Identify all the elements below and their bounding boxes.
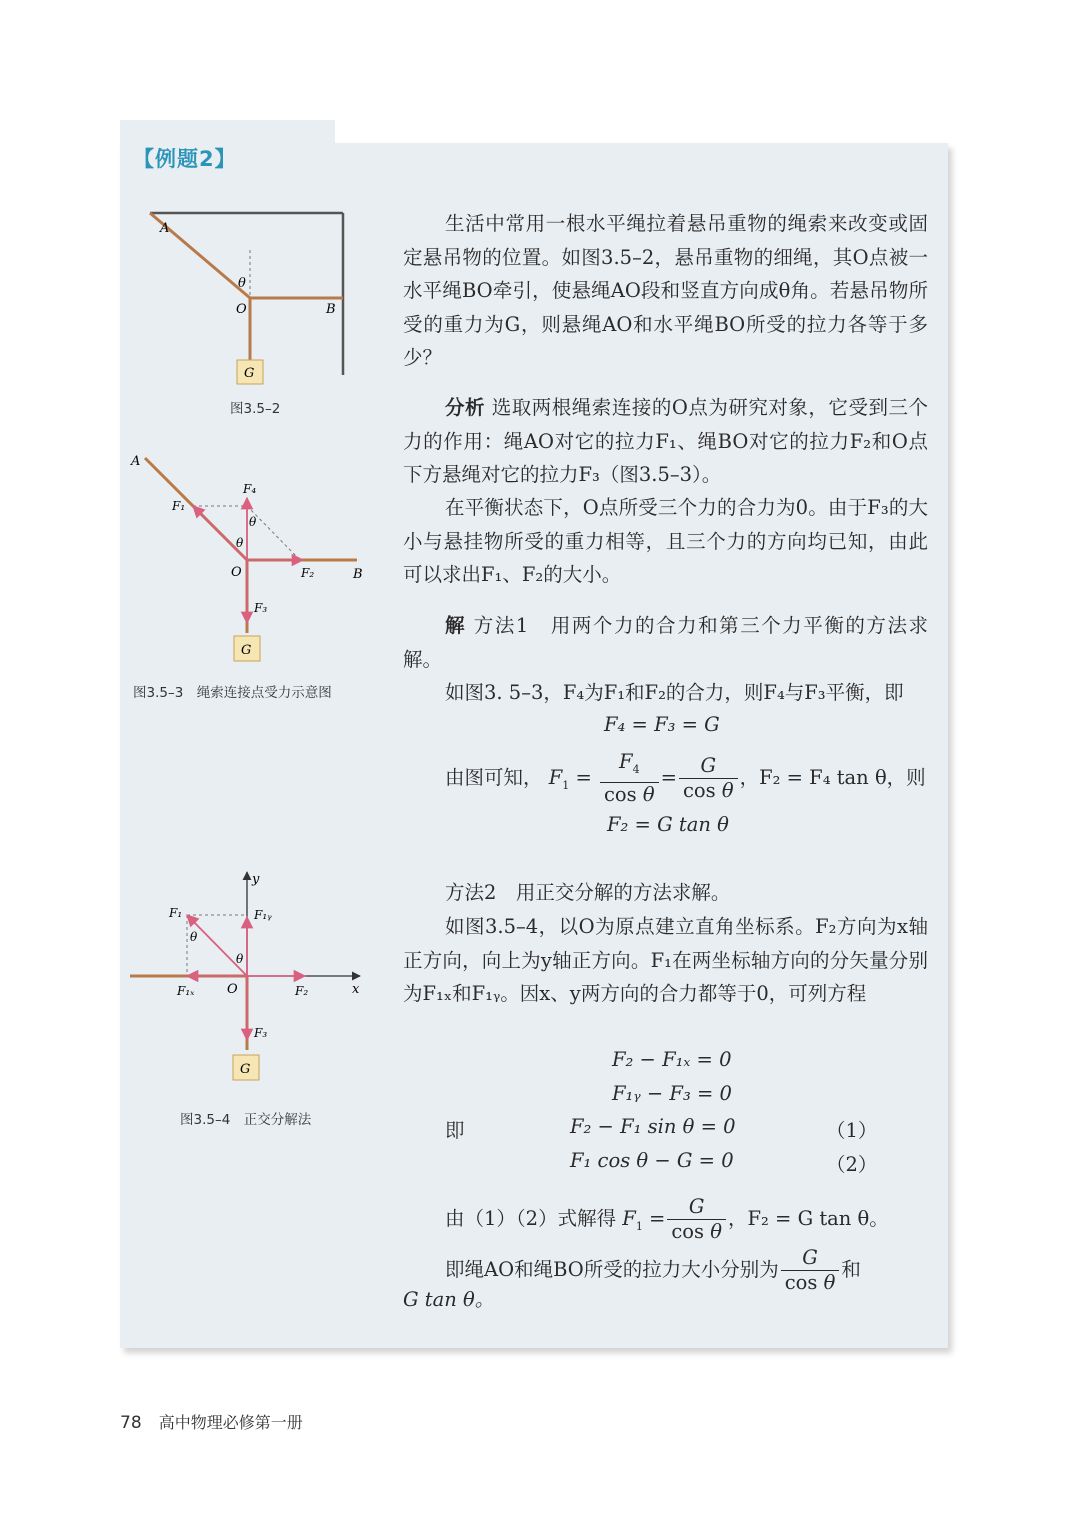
result-line: 由（1）（2）式解得 $F_1$ = $\frac{G}{\text{cos θ}}$ ，F₂ = G tan θ。 <box>445 1195 889 1243</box>
label-theta: θ <box>238 276 246 291</box>
equation-2-number: （2） <box>826 1153 878 1176</box>
equation-1: F₂ − F₁ sin θ = 0 <box>570 1115 736 1138</box>
equation-x: F₂ − F₁ₓ = 0 <box>612 1048 732 1071</box>
figure-caption: 图3.5–2 <box>230 401 281 417</box>
label-A: A <box>131 454 141 469</box>
result-prefix: 由（1）（2）式解得 <box>445 1207 617 1230</box>
conclusion-line <box>445 1246 861 1295</box>
label-F3: F₃ <box>254 1026 268 1040</box>
book-title: 高中物理必修第一册 <box>158 1413 303 1432</box>
solution-method-2: 方法2 用正交分解的方法求解。 <box>445 881 731 904</box>
solution-method-1 <box>403 609 928 676</box>
label-F1x: F₁ₓ <box>177 984 195 998</box>
equation-1-number: （1） <box>826 1119 878 1142</box>
label-A: A <box>160 221 170 236</box>
fraction-conclusion: $\frac{G}{\text{cos θ}}$ <box>781 1246 840 1295</box>
figure-3-5-4 <box>125 865 370 1085</box>
figure-3-5-2 <box>130 205 360 385</box>
label-O: O <box>231 565 242 580</box>
eq2-tail: ，F₂ = F₄ tan θ，则 <box>739 765 926 789</box>
label-y: y <box>252 872 260 887</box>
figure-3-5-3 <box>125 448 365 663</box>
method2-text: 如图3.5–4，以O为原点建立直角坐标系。F₂方向为x轴正方向，向上为y轴正方向。F₁在两坐标轴方向的分矢量分别为F₁ₓ和F₁ᵧ。因x、y两方向的合力都等于0，可列方程 <box>403 915 928 1005</box>
label-G: G <box>241 643 252 658</box>
label-F1: F₁ <box>169 906 183 920</box>
analysis-text: 选取两根绳索连接的O点为研究对象，它受到三个力的作用：绳AO对它的拉力F₁、绳BO对它的拉力F₂和O点下方悬绳对它的拉力F₃（图3.5–3）。 <box>403 396 928 486</box>
problem-statement: 生活中常用一根水平绳拉着悬吊重物的绳索来改变或固定悬吊物的位置。如图3.5–2，悬吊重物的细绳，其O点被一水平绳BO牵引，使悬绳AO段和竖直方向成θ角。若悬吊物所受的重力为G，则悬绳AO和水平绳BO所受的拉力各等于多少？ <box>403 212 928 369</box>
label-theta-top: θ <box>249 515 257 529</box>
eq-prefix: 由图可知， <box>445 765 543 789</box>
figure-caption: 图3.5–4 正交分解法 <box>180 1112 312 1128</box>
equation-y: F₁ᵧ − F₃ = 0 <box>612 1082 732 1105</box>
label-B: B <box>326 302 336 317</box>
label-F1y: F₁ᵧ <box>254 908 272 922</box>
label-F2: F₂ <box>295 984 309 998</box>
method1-text: 方法1 用两个力的合力和第三个力平衡的方法求解。 <box>403 614 928 671</box>
result-tail: ，F₂ = G tan θ。 <box>727 1207 889 1230</box>
method1-line: 如图3. 5–3，F₄为F₁和F₂的合力，则F₄与F₃平衡，即 <box>445 681 904 704</box>
conclusion-and: 和 <box>841 1258 861 1281</box>
analysis-label: 分析 <box>445 396 486 419</box>
example-title: 【例题2】 <box>133 147 237 171</box>
label-F3: F₃ <box>254 601 268 615</box>
label-theta: θ <box>236 536 244 550</box>
label-O: O <box>236 302 247 317</box>
equation-f2-result: F₂ = G tan θ <box>607 813 729 836</box>
conclusion-end: G tan θ。 <box>403 1288 495 1311</box>
analysis-paragraph-2: 在平衡状态下，O点所受三个力的合力为0。由于F₃的大小与悬挂物所受的重力相等，且三个力的方向均已知，由此可以求出F₁、F₂的大小。 <box>403 496 928 586</box>
page-footer <box>120 1410 303 1433</box>
conclusion-prefix: 即绳AO和绳BO所受的拉力大小分别为 <box>445 1258 779 1281</box>
equation-f4: F₄ = F₃ = G <box>604 713 720 736</box>
equation-2: F₁ cos θ − G = 0 <box>570 1149 734 1172</box>
label-G: G <box>240 1062 251 1077</box>
fraction-f4-cos: $\frac{F_4}{\text{cos θ}}$ <box>600 750 659 807</box>
label-F1: F₁ <box>172 499 186 513</box>
figure-caption: 图3.5–3 绳索连接点受力示意图 <box>133 685 332 701</box>
fraction-g-cos: $\frac{G}{\text{cos θ}}$ <box>679 754 738 803</box>
label-F2: F₂ <box>301 566 315 580</box>
page-number: 78 <box>120 1413 142 1433</box>
label-F4: F₄ <box>243 482 257 496</box>
ji-label: 即 <box>445 1119 465 1142</box>
fraction-g-cos-result: $\frac{G}{\text{cos θ}}$ <box>667 1195 726 1244</box>
label-B: B <box>353 567 363 582</box>
label-theta: θ <box>236 952 244 966</box>
equation-f1-f2: 由图可知， $F_1$ = $\frac{F_4}{\text{cos θ}}$ = $\frac{G}{\text{cos θ}}$ ，F₂ = F₄ tan θ，则 <box>445 750 926 806</box>
analysis-paragraph <box>403 391 928 492</box>
label-x: x <box>352 982 360 997</box>
label-theta-left: θ <box>190 930 198 944</box>
solution-label: 解 <box>445 614 467 637</box>
label-G: G <box>244 366 255 381</box>
label-O: O <box>227 982 238 997</box>
